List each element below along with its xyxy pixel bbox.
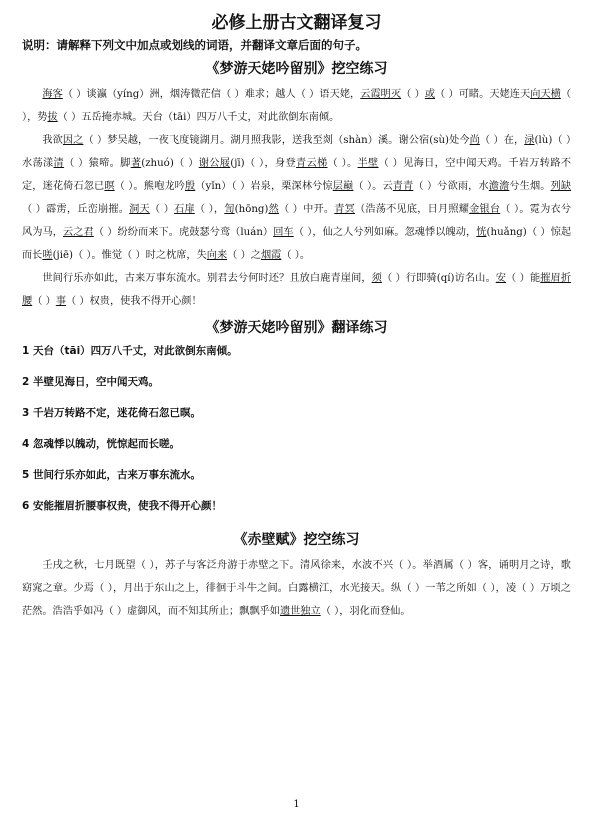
keyword-underlined: 石扉	[174, 204, 195, 215]
passage-text: （ ）	[32, 296, 56, 307]
keyword-underlined: 青冥	[334, 204, 356, 215]
fill-exercise-2	[22, 554, 571, 623]
passage-paragraph	[22, 83, 571, 129]
keyword-underlined: 拔	[47, 112, 58, 123]
passage-text: （ ）中开。	[278, 204, 335, 215]
passage-text: （ ）猿啼。脚	[64, 158, 131, 169]
passage-text: （ ）五岳掩赤城。天台（tāi）四万八千丈，对此欲倒东南倾。	[57, 112, 340, 123]
keyword-underlined: 层巅	[332, 181, 354, 192]
passage-text: (huǎng)（ ）惊起而长	[22, 227, 572, 261]
keyword-underlined: 青云梯	[295, 158, 328, 169]
passage-text: （ ）。云	[353, 181, 393, 192]
passage-paragraph	[22, 554, 571, 623]
keyword-underlined: 向天横	[530, 89, 561, 100]
translation-item: 4 忽魂悸以魄动，恍惊起而长嗟。	[22, 438, 180, 450]
page-number: 1	[293, 799, 300, 810]
passage-text: （ ）能	[506, 273, 541, 284]
keyword-underlined: 殷	[184, 181, 196, 192]
passage-text: 世间行乐亦如此，古来万事东流水。别君去兮何时还？且放白鹿青崖间，	[42, 273, 372, 284]
keyword-underlined: 渌	[524, 135, 535, 146]
section-heading-fill-1: 《梦游天姥吟留别》挖空练习	[205, 61, 388, 77]
passage-text: (hōng)	[234, 204, 269, 215]
keyword-underlined: 摧眉折腰	[22, 273, 572, 307]
instruction-text: 说明：请解释下列文中加点或划线的词语，并翻译文章后面的句子。	[22, 38, 367, 52]
keyword-underlined: 著	[130, 158, 142, 169]
keyword-underlined: 事	[55, 296, 66, 307]
passage-text: （ ），仙之人兮列如麻。忽魂悸以魄动，	[293, 227, 477, 238]
section-heading-translation: 《梦游天姥吟留别》翻译练习	[205, 320, 388, 336]
keyword-underlined: 嗟	[42, 250, 53, 261]
keyword-underlined: 海客	[42, 89, 63, 100]
keyword-underlined: 半壁	[357, 158, 379, 169]
passage-text: （ ）谈瀛（yíng）洲，烟涛微茫信（ ）难求；越人（ ）语天姥，	[62, 89, 361, 100]
keyword-underlined: 列缺	[550, 181, 572, 192]
passage-text: （浩荡不见底，日月照耀	[355, 204, 470, 215]
translation-item: 3 千岩万转路不定，迷花倚石忽已暝。	[22, 407, 201, 419]
passage-text: 壬戌之秋，七月既望（ ），苏子与客泛舟游于赤壁之下。清风徐来，水波不兴（ ）。举酒属（ ）客，诵明月之诗，歌窈窕之章。少焉（ ），月出于东山之上，徘徊于斗牛之间。白露横江，水光接天。纵（ ）一苇之所如（ ），凌（ ）万顷之茫然。浩浩乎如冯（ ）虚御风，而不知其所止；飘飘乎如	[22, 560, 571, 617]
section-heading-fill-2: 《赤壁赋》挖空练习	[233, 532, 360, 548]
passage-text: （ ）	[149, 204, 175, 215]
passage-text: 我欲	[42, 135, 63, 146]
fill-exercise-1	[22, 83, 571, 313]
keyword-underlined: 云之君	[62, 227, 94, 238]
passage-text: （ ）。熊咆龙吟	[114, 181, 185, 192]
passage-text: （ ），	[194, 204, 225, 215]
passage-paragraph	[22, 267, 571, 313]
keyword-underlined: 安	[495, 273, 507, 284]
translation-item: 1 天台（tāi）四万八千丈，对此欲倒东南倾。	[22, 345, 238, 357]
keyword-underlined: 然	[268, 204, 279, 215]
keyword-underlined: 或	[424, 89, 436, 100]
passage-text: （ ）见海日，空中闻天鸡。千岩万转路不定，迷花倚石忽已	[22, 158, 572, 192]
keyword-underlined: 澹澹	[488, 181, 510, 192]
passage-text: （ ）梦吴越，一夜飞度镜湖月。湖月照我影，送我至剡（shàn）溪。谢公宿(sù)处今	[83, 135, 470, 146]
keyword-underlined: 谢公屐	[198, 158, 231, 169]
passage-text: （ ）。	[281, 250, 311, 261]
passage-text: （ ），势	[22, 89, 572, 123]
keyword-underlined: 须	[371, 273, 382, 284]
keyword-underlined: 遗世独立	[279, 606, 321, 617]
passage-text: （ ）可睹。天姥连天	[435, 89, 531, 100]
keyword-underlined: 尚	[469, 135, 480, 146]
keyword-underlined: 云霞明灭	[360, 89, 402, 100]
translation-item: 6 安能摧眉折腰事权贵，使我不得开心颜！	[22, 500, 222, 512]
keyword-underlined: 因之	[62, 135, 84, 146]
passage-text: （yǐn）（ ）岩泉，栗深林兮惊	[195, 181, 333, 192]
passage-text: （	[401, 89, 412, 100]
keyword-underlined: 烟霞	[260, 250, 282, 261]
keyword-underlined: 金银台	[469, 204, 501, 215]
keyword-underlined: 回车	[273, 227, 294, 238]
translation-item: 5 世间行乐亦如此，古来万事东流水。	[22, 469, 201, 481]
keyword-underlined: 訇	[224, 204, 235, 215]
passage-text: (zhuó)（ ）	[141, 158, 199, 169]
keyword-underlined: 青青	[392, 181, 414, 192]
keyword-underlined: 暝	[104, 181, 115, 192]
passage-text: (jiē)（ ）。惟觉（ ）时之枕席，失	[52, 250, 207, 261]
keyword-underlined: 洞天	[129, 204, 150, 215]
passage-text: （ ）权贵，使我不得开心颜！	[66, 296, 202, 307]
passage-text: （ ）兮欲雨，水	[413, 181, 489, 192]
passage-text: (jī)（ ），身登	[230, 158, 296, 169]
passage-text: （ ）。	[327, 158, 358, 169]
passage-text: （ ），羽化而登仙。	[320, 606, 411, 617]
translation-item: 2 半壁见海日，空中闻天鸡。	[22, 376, 159, 388]
passage-text: （ ）行即骑(qí)访名山。	[381, 273, 496, 284]
passage-text: （ ）。霓为衣兮风为马，	[22, 204, 572, 238]
passage-text: （ ）之	[227, 250, 261, 261]
passage-text: （ ）霹雳，丘峦崩摧。	[22, 204, 130, 215]
passage-paragraph	[22, 129, 571, 267]
translation-list	[22, 342, 571, 515]
passage-text: （ ）在，	[479, 135, 525, 146]
keyword-underlined: 恍	[476, 227, 487, 238]
passage-text: 兮生烟。	[509, 181, 551, 192]
passage-text: （ ）纷纷而来下。虎鼓瑟兮鸾（luán）	[93, 227, 274, 238]
keyword-underlined: 向来	[206, 250, 228, 261]
page-title: 必修上册古文翻译复习	[211, 13, 382, 33]
passage-text: (lù)（ ）水荡漾	[22, 135, 572, 169]
keyword-underlined: 清	[53, 158, 65, 169]
passage-text: ）	[411, 89, 425, 100]
